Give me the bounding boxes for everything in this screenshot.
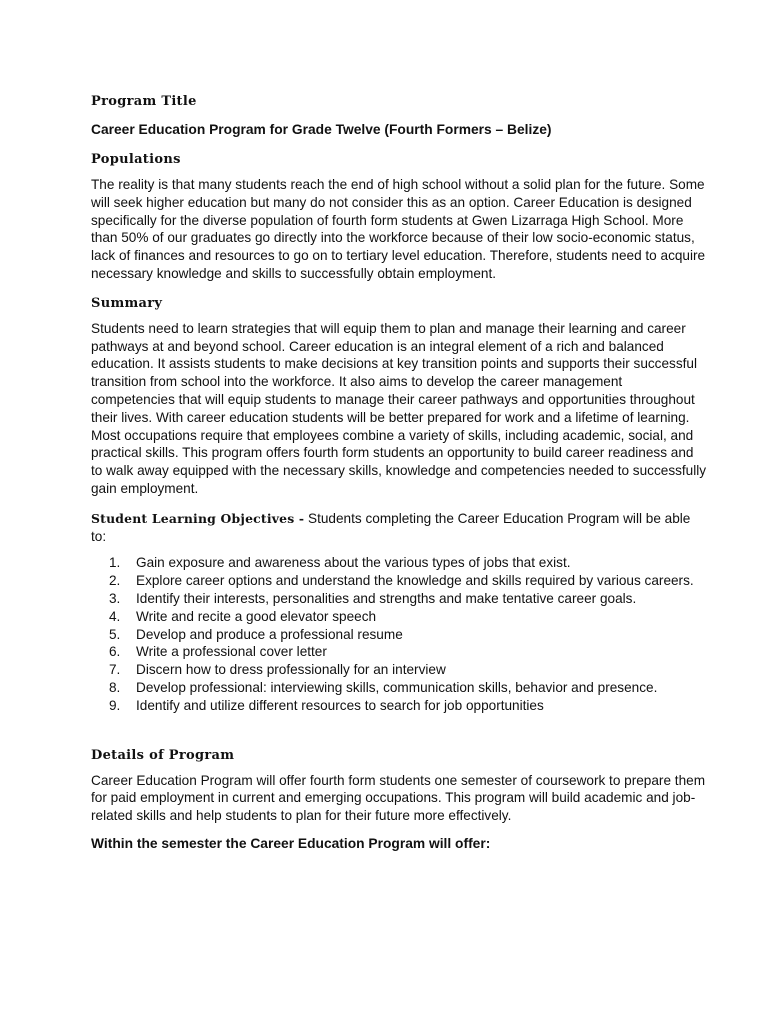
populations-heading: Populations xyxy=(91,152,181,167)
list-item xyxy=(109,626,708,644)
list-item-text: Explore career options and understand the knowledge and skills required by various careers. xyxy=(136,573,694,589)
list-item-text: Identify their interests, personalities and strengths and make tentative career goals. xyxy=(136,590,637,606)
offer-heading: Within the semester the Career Education Program will offer: xyxy=(91,835,491,851)
list-item xyxy=(109,697,708,715)
summary-heading: Summary xyxy=(91,295,163,311)
list-item xyxy=(109,661,708,679)
list-item-text: Write and recite a good elevator speech xyxy=(136,608,377,624)
list-item xyxy=(109,554,708,572)
populations-paragraph: The reality is that many students reach the end of high school without a solid plan for the future. Some will seek higher education but many do not consider this as an option. Career Education is designed specifically for the diverse population of fourth form students at Gwen Lizarraga High School. More than 50% of our graduates go directly into the workforce because of their low socio-economic status, lack of finances and resources to go on to tertiary level education. Therefore, students need to acquire necessary knowledge and skills to successfully obtain employment. xyxy=(91,177,706,281)
list-item-number: 4. xyxy=(109,608,121,624)
list-item xyxy=(109,590,708,608)
list-item xyxy=(109,679,708,697)
list-item-number: 6. xyxy=(109,644,121,660)
list-item-text: Develop and produce a professional resume xyxy=(136,626,403,642)
objectives-intro xyxy=(91,510,708,546)
list-item xyxy=(109,608,708,626)
list-item-number: 3. xyxy=(109,590,121,606)
list-item-number: 2. xyxy=(109,573,121,589)
objectives-list xyxy=(91,554,708,714)
list-item-text: Discern how to dress professionally for an interview xyxy=(136,662,446,678)
objectives-intro-text: Students completing the Career Education Program will be able to: xyxy=(91,510,691,544)
program-title-heading: Program Title xyxy=(91,94,197,109)
program-title: Career Education Program for Grade Twelve (Fourth Formers – Belize) xyxy=(91,122,552,137)
list-item-number: 7. xyxy=(109,662,121,678)
list-item-number: 8. xyxy=(109,679,121,695)
details-paragraph: Career Education Program will offer fourth form students one semester of coursework to prepare them for paid employment in current and emerging occupations. This program will build academic and job-related skills and help students to plan for their future more effectively. xyxy=(91,772,706,824)
list-item-number: 5. xyxy=(109,626,121,642)
list-item-text: Identify and utilize different resources to search for job opportunities xyxy=(136,697,544,713)
list-item xyxy=(109,643,708,661)
list-item-text: Develop professional: interviewing skills, communication skills, behavior and presence. xyxy=(136,679,658,695)
list-item-number: 9. xyxy=(109,697,121,713)
list-item-text: Write a professional cover letter xyxy=(136,644,327,660)
list-item xyxy=(109,572,708,590)
list-item-text: Gain exposure and awareness about the various types of jobs that exist. xyxy=(136,555,571,571)
list-item-number: 1. xyxy=(109,555,121,571)
summary-paragraph: Students need to learn strategies that will equip them to plan and manage their learning and career pathways at and beyond school. Career education is an integral element of a rich and balanced education. It assists students to make decisions at key transition points and supports their successful transition from school into the workforce. It also aims to develop the career management competencies that will equip students to manage their career pathways and opportunities throughout their lives. With career education students will be better prepared for work and a lifetime of learning. Most occupations require that employees combine a variety of skills, including academic, social, and practical skills. This program offers fourth form students an opportunity to build career readiness and to walk away equipped with the necessary skills, knowledge and competencies needed to successfully gain employment. xyxy=(91,320,707,496)
details-heading: Details of Program xyxy=(91,747,235,763)
objectives-heading: Student Learning Objectives - xyxy=(91,510,305,526)
